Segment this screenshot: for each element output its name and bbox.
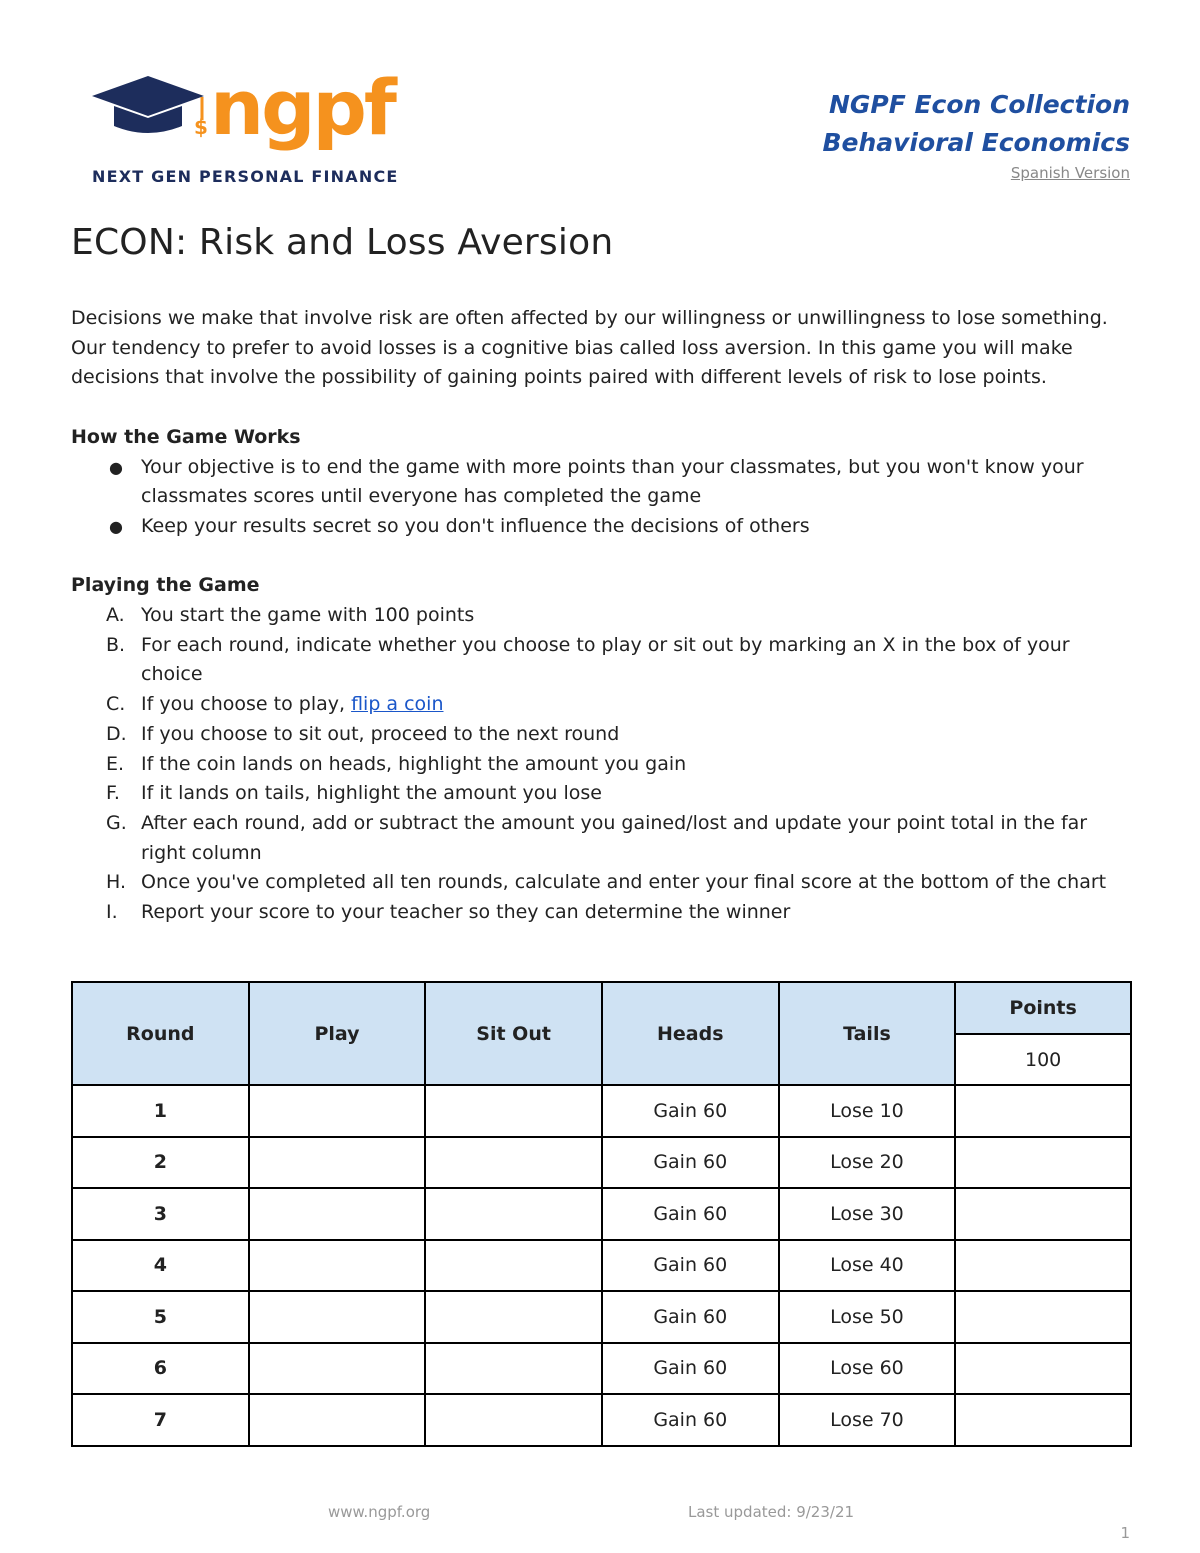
points-cell[interactable] — [955, 1085, 1131, 1137]
table-row — [72, 1085, 1131, 1137]
heads-cell: Gain 60 — [602, 1240, 779, 1292]
play-cell[interactable] — [249, 1137, 426, 1189]
bullet-icon: ● — [109, 457, 123, 477]
round-cell: 3 — [72, 1188, 249, 1240]
sit-out-cell[interactable] — [425, 1137, 602, 1189]
playing-heading: Playing the Game — [71, 574, 260, 597]
header-heads: Heads — [602, 982, 779, 1085]
play-cell[interactable] — [249, 1188, 426, 1240]
footer-updated: Last updated: 9/23/21 — [688, 1503, 855, 1521]
play-cell[interactable] — [249, 1394, 426, 1446]
heads-cell: Gain 60 — [602, 1394, 779, 1446]
points-cell[interactable] — [955, 1291, 1131, 1343]
collection-name: NGPF Econ Collection — [828, 90, 1130, 119]
spanish-version-link[interactable]: Spanish Version — [1010, 164, 1130, 182]
starting-points: 100 — [955, 1034, 1131, 1085]
play-cell[interactable] — [249, 1085, 426, 1137]
list-item: I. Report your score to your teacher so they can determine the winner — [106, 901, 791, 924]
tails-cell: Lose 20 — [779, 1137, 956, 1189]
round-cell: 2 — [72, 1137, 249, 1189]
list-item: ● Your objective is to end the game with more points than your classmates, but you won't know your classmates scores until everyone has completed the game — [71, 453, 1133, 512]
tails-cell: Lose 70 — [779, 1394, 956, 1446]
sit-out-cell[interactable] — [425, 1085, 602, 1137]
round-cell: 7 — [72, 1394, 249, 1446]
list-item: D. If you choose to sit out, proceed to the next round — [106, 722, 620, 745]
heads-cell: Gain 60 — [602, 1291, 779, 1343]
round-cell: 1 — [72, 1085, 249, 1137]
playing-list — [71, 601, 1133, 928]
table-row — [72, 1137, 1131, 1189]
page-number: 1 — [1120, 1524, 1130, 1542]
play-cell[interactable] — [249, 1343, 426, 1395]
list-item: ● Keep your results secret so you don't influence the decisions of others — [71, 512, 1133, 542]
sit-out-cell[interactable] — [425, 1394, 602, 1446]
how-list — [71, 453, 1133, 542]
sit-out-cell[interactable] — [425, 1188, 602, 1240]
svg-text:$: $ — [194, 115, 208, 139]
table-row — [72, 1343, 1131, 1395]
list-item: G. After each round, add or subtract the amount you gained/lost and update your point total in the far right column — [106, 811, 1088, 864]
logo-wordmark: ngpf — [210, 68, 394, 152]
sit-out-cell[interactable] — [425, 1240, 602, 1292]
points-cell[interactable] — [955, 1137, 1131, 1189]
header-points: Points — [955, 982, 1131, 1034]
list-item: A. You start the game with 100 points — [106, 604, 475, 626]
header-round: Round — [72, 982, 249, 1085]
list-item: F. If it lands on tails, highlight the amount you lose — [106, 782, 602, 805]
list-item: E. If the coin lands on heads, highlight the amount you gain — [106, 752, 687, 775]
points-cell[interactable] — [955, 1343, 1131, 1395]
intro-paragraph: Decisions we make that involve risk are often affected by our willingness or unwillingness to lose something. Our tendency to prefer to avoid losses is a cognitive bias called loss aversion. In this game you will make decisions that involve the possibility of gaining points paired with different levels of risk to lose points. — [71, 307, 1108, 389]
table-row — [72, 1394, 1131, 1446]
list-item: H. Once you've completed all ten rounds, calculate and enter your final score at the bottom of the chart — [106, 871, 1107, 894]
bullet-icon: ● — [109, 516, 123, 536]
sit-out-cell[interactable] — [425, 1291, 602, 1343]
tails-cell: Lose 50 — [779, 1291, 956, 1343]
round-cell: 4 — [72, 1240, 249, 1292]
tails-cell: Lose 30 — [779, 1188, 956, 1240]
tails-cell: Lose 60 — [779, 1343, 956, 1395]
unit-name: Behavioral Economics — [822, 128, 1130, 157]
header-play: Play — [249, 982, 426, 1085]
points-cell[interactable] — [955, 1394, 1131, 1446]
table-row — [72, 1291, 1131, 1343]
round-cell: 6 — [72, 1343, 249, 1395]
play-cell[interactable] — [249, 1240, 426, 1292]
table-row — [72, 1188, 1131, 1240]
round-cell: 5 — [72, 1291, 249, 1343]
points-cell[interactable] — [955, 1240, 1131, 1292]
table-row — [72, 1240, 1131, 1292]
graduation-cap-icon — [90, 68, 430, 173]
heads-cell: Gain 60 — [602, 1343, 779, 1395]
list-item: C. If you choose to play, flip a coin — [106, 693, 444, 716]
table-header-row — [72, 982, 1131, 1034]
table-body — [72, 1085, 1131, 1446]
list-item: B. For each round, indicate whether you choose to play or sit out by marking an X in the box of your choice — [106, 633, 1070, 686]
header-tails: Tails — [779, 982, 956, 1085]
page-title: ECON: Risk and Loss Aversion — [71, 222, 614, 263]
heads-cell: Gain 60 — [602, 1085, 779, 1137]
logo-tagline: NEXT GEN PERSONAL FINANCE — [92, 167, 399, 186]
header-sit-out: Sit Out — [425, 982, 602, 1085]
heads-cell: Gain 60 — [602, 1188, 779, 1240]
how-heading: How the Game Works — [71, 425, 301, 448]
game-table — [71, 981, 1132, 1447]
instructions — [71, 304, 1133, 928]
tails-cell: Lose 40 — [779, 1240, 956, 1292]
play-cell[interactable] — [249, 1291, 426, 1343]
flip-a-coin-link[interactable]: flip a coin — [351, 693, 444, 716]
collection-header — [822, 86, 1130, 182]
heads-cell: Gain 60 — [602, 1137, 779, 1189]
points-cell[interactable] — [955, 1188, 1131, 1240]
footer-site: www.ngpf.org — [328, 1503, 431, 1521]
sit-out-cell[interactable] — [425, 1343, 602, 1395]
tails-cell: Lose 10 — [779, 1085, 956, 1137]
